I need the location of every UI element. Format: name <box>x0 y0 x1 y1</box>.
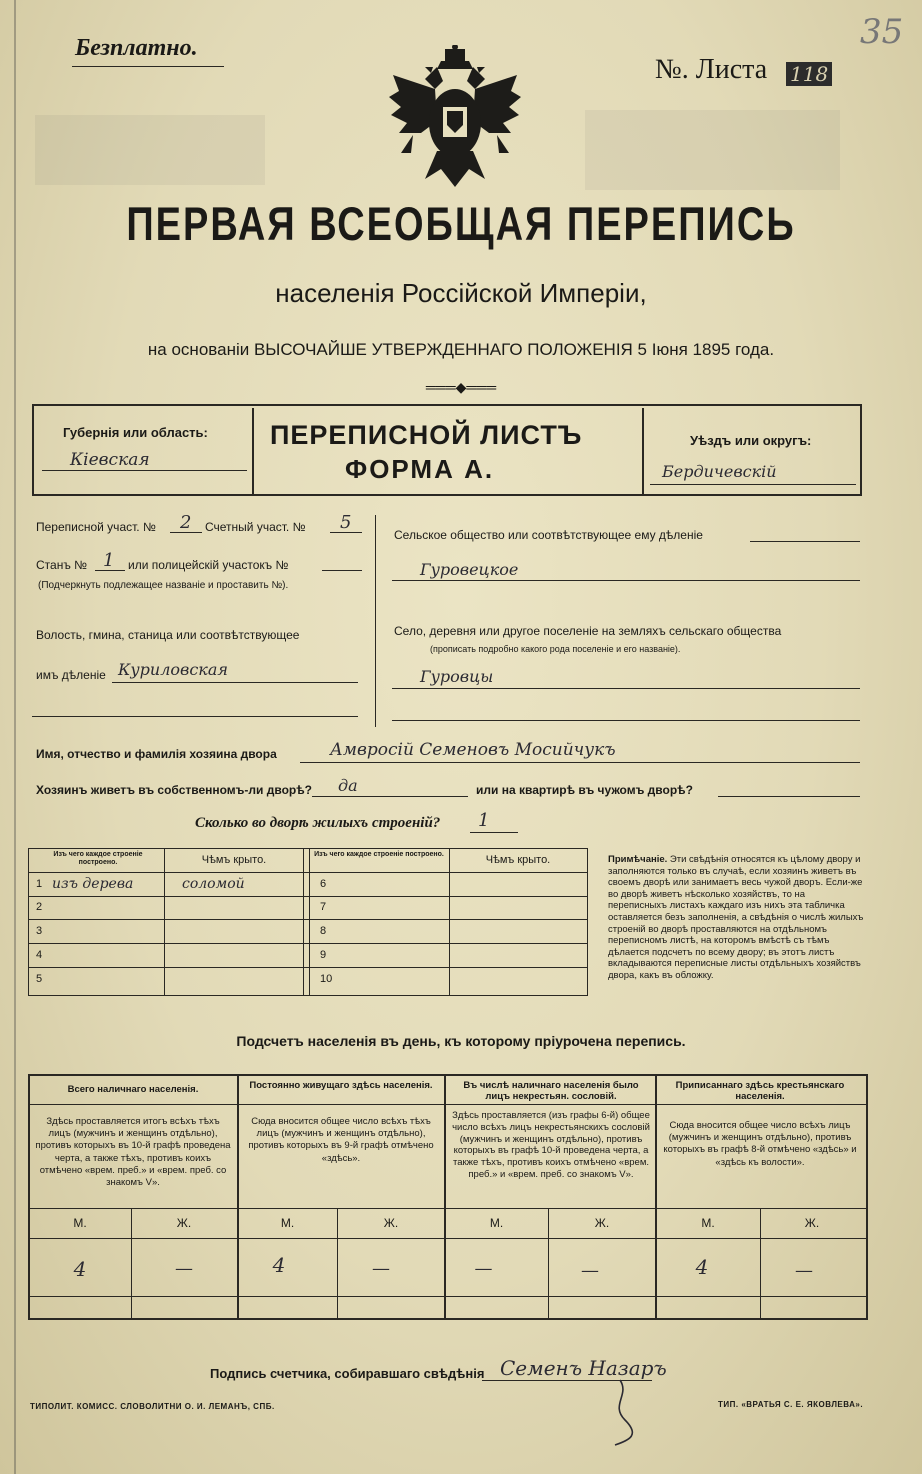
col-material-header: Изъ чего каждое строеніе построено. <box>53 851 143 866</box>
lives-rent-label: или на квартирѣ въ чужомъ дворѣ? <box>476 783 693 797</box>
female-label: Ж. <box>383 1216 399 1230</box>
male-label: М. <box>701 1216 715 1230</box>
group-title: Постоянно живущаго здѣсь населенія. <box>249 1080 433 1091</box>
bleed-through <box>585 110 840 190</box>
female-count: — <box>372 1258 390 1279</box>
population-heading: Подсчетъ населенія въ день, къ которому пріурочена перепись. <box>236 1033 686 1049</box>
underline-note: (Подчеркнуть подлежащее названіе и проставить №). <box>38 580 289 591</box>
form-title: ПЕРЕПИСНОЙ ЛИСТЪ <box>270 420 583 450</box>
male-label: М. <box>280 1216 295 1230</box>
signature-value: Семенъ Назаръ <box>500 1356 667 1380</box>
buildings-table <box>28 848 588 996</box>
page-title: ПЕРВАЯ ВСЕОБЩАЯ ПЕРЕПИСЬ <box>126 198 796 252</box>
free-label: Безплатно. <box>75 35 198 61</box>
sheet-number-label: №. Листа <box>655 54 768 85</box>
volost-value: Куриловская <box>118 660 228 679</box>
stan-label: Станъ № <box>36 558 88 572</box>
row-number: 1 <box>36 878 43 890</box>
signature-label: Подпись счетчика, собиравшаго свѣдѣнія <box>210 1366 485 1381</box>
female-count: — <box>175 1258 193 1279</box>
row-number: 5 <box>36 973 43 985</box>
printer-left: ТИПОЛИТ. КОМИСС. СЛОВОЛИТНИ О. И. ЛЕМАНЪ, СПБ. <box>30 1402 275 1411</box>
census-district-label: Переписной участ. № <box>36 520 156 534</box>
population-table <box>28 1074 868 1320</box>
male-count: 4 <box>73 1257 87 1281</box>
row-material: изъ дерева <box>52 876 134 892</box>
lives-own-label: Хозяинъ живетъ въ собственномъ-ли дворѣ? <box>36 783 313 797</box>
row-number: 6 <box>320 878 327 890</box>
male-label: М. <box>489 1216 504 1230</box>
buildings-count-label: Сколько во дворѣ жилыхъ строеній? <box>195 815 441 831</box>
group-title: Всего наличнаго населенія. <box>67 1084 199 1095</box>
female-label: Ж. <box>594 1216 610 1230</box>
row-number: 9 <box>320 949 327 961</box>
counting-district-value: 5 <box>340 512 352 533</box>
stan-value: 1 <box>103 550 115 571</box>
lives-own-value: да <box>338 776 358 795</box>
legal-basis: на основаніи ВЫСОЧАЙШЕ УТВЕРЖДЕННАГО ПОЛОЖЕНІЯ 5 Іюня 1895 года. <box>147 340 775 359</box>
male-label: М. <box>73 1216 87 1230</box>
male-count: 4 <box>272 1253 286 1277</box>
ornament-divider: ═══◆═══ <box>425 381 497 396</box>
corner-mark: 35 <box>860 12 904 52</box>
printer-right: ТИП. «ВРАТЬЯ С. Е. ЯКОВЛЕВА». <box>718 1400 864 1409</box>
counting-district-label: Счетный участ. № <box>205 520 306 534</box>
province-value: Кіевская <box>70 450 150 470</box>
row-number: 3 <box>36 925 43 937</box>
owner-name-label: Имя, отчество и фамилія хозяина двора <box>36 747 277 761</box>
volost-label: Волость, гмина, станица или соотвѣтствующее <box>36 628 300 642</box>
form-type: ФОРМА А. <box>345 454 495 484</box>
rural-society-label: Сельское общество или соотвѣтствующее ему дѣленіе <box>394 528 703 542</box>
row-number: 7 <box>320 901 327 913</box>
census-district-value: 2 <box>180 512 192 533</box>
volost-label-2: имъ дѣленіе <box>36 668 106 682</box>
row-number: 10 <box>320 973 333 985</box>
row-number: 8 <box>320 925 327 937</box>
rural-society-value: Гуровецкое <box>420 560 519 579</box>
col-material-header-2: Изъ чего каждое строеніе построено. <box>314 851 444 858</box>
male-count: — <box>474 1258 493 1279</box>
note-text: Эти свѣдѣнія относятся къ цѣлому двору и заполняются только въ случаѣ, если хозяинъ живетъ въ своемъ дворѣ или занимаетъ весь чужой дворъ. Если-же во дворѣ живетъ нѣсколько хозяйствъ, то на переписныхъ листахъ каждаго изъ нихъ эта табличка оставляется безъ заполненія, а свѣдѣнія о числѣ жилыхъ строеній во дворѣ проставляются на отдѣльномъ переписномъ листѣ, на которомъ вмѣстѣ съ тѣмъ дѣлается подсчетъ по всему двору; въ этотъ листъ вкладываются переписные листы отдѣльныхъ хозяйствъ двора, какъ въ обложку. <box>608 854 864 981</box>
village-note: (прописать подробно какого рода поселеніе и его названіе). <box>430 644 681 654</box>
signature-flourish-icon <box>600 1375 660 1450</box>
district-value: Бердичевскій <box>662 462 777 481</box>
page-subtitle: населенія Россійской Имперіи, <box>275 278 647 308</box>
group-title: Въ числѣ наличнаго населенія было лицъ некрестьян. сословій. <box>463 1080 639 1102</box>
group-description: Здѣсь проставляется итогъ всѣхъ тѣхъ лицъ (мужчинъ и женщинъ отдѣльно), противъ которыхъ въ 10-й графѣ проведена черта, а также тѣхъ, противъ коихъ отмѣчено «врем. преб.» и «врем. преб. со знакомъ V». <box>35 1116 231 1189</box>
note-label: Примѣчаніе. <box>608 854 668 865</box>
buildings-count-value: 1 <box>478 810 490 831</box>
col-roof-header-2: Чѣмъ крыто. <box>485 854 551 866</box>
village-label: Село, деревня или другое поселеніе на земляхъ сельскаго общества <box>394 624 782 638</box>
col-roof-header: Чѣмъ крыто. <box>201 854 267 866</box>
double-headed-eagle-icon <box>385 45 525 190</box>
female-count: — <box>795 1260 813 1281</box>
village-value: Гуровцы <box>420 667 494 686</box>
female-label: Ж. <box>176 1216 192 1230</box>
note-block <box>608 854 864 982</box>
group-description: Сюда вносится общее число всѣхъ тѣхъ лицъ (мужчинъ и женщинъ отдѣльно), противъ которыхъ въ 9-й графѣ отмѣчено «здѣсь». <box>248 1116 434 1164</box>
group-description: Здѣсь проставляется (изъ графы 6-й) общее число всѣхъ лицъ некрестьянскихъ сословій (мужчинъ и женщинъ отдѣльно), противъ которыхъ въ графѣ 10-й проведена черта, а также тѣхъ, противъ коихъ отмѣчено «врем. преб.» и «врем. преб. со знакомъ V». <box>452 1110 650 1180</box>
female-count: — <box>581 1260 599 1281</box>
sheet-number-value: 118 <box>786 62 832 86</box>
male-count: 4 <box>695 1255 709 1279</box>
province-label: Губернія или область: <box>63 425 208 440</box>
row-roof: соломой <box>182 876 245 892</box>
bleed-through <box>35 115 265 185</box>
police-district-label: или полицейскій участокъ № <box>128 558 289 572</box>
group-description: Сюда вносится общее число всѣхъ лицъ (мужчинъ и женщинъ отдѣльно), противъ которыхъ въ графѣ 8-й отмѣчено «здѣсь» и «здѣсь къ волости». <box>663 1120 857 1168</box>
district-label: Уѣздъ или округъ: <box>690 433 812 448</box>
female-label: Ж. <box>804 1216 820 1230</box>
row-number: 4 <box>36 949 43 961</box>
group-title: Приписаннаго здѣсь крестьянскаго населенія. <box>675 1080 845 1102</box>
row-number: 2 <box>36 901 43 913</box>
owner-name-value: Амвросій Семеновъ Мосийчукъ <box>330 740 616 760</box>
